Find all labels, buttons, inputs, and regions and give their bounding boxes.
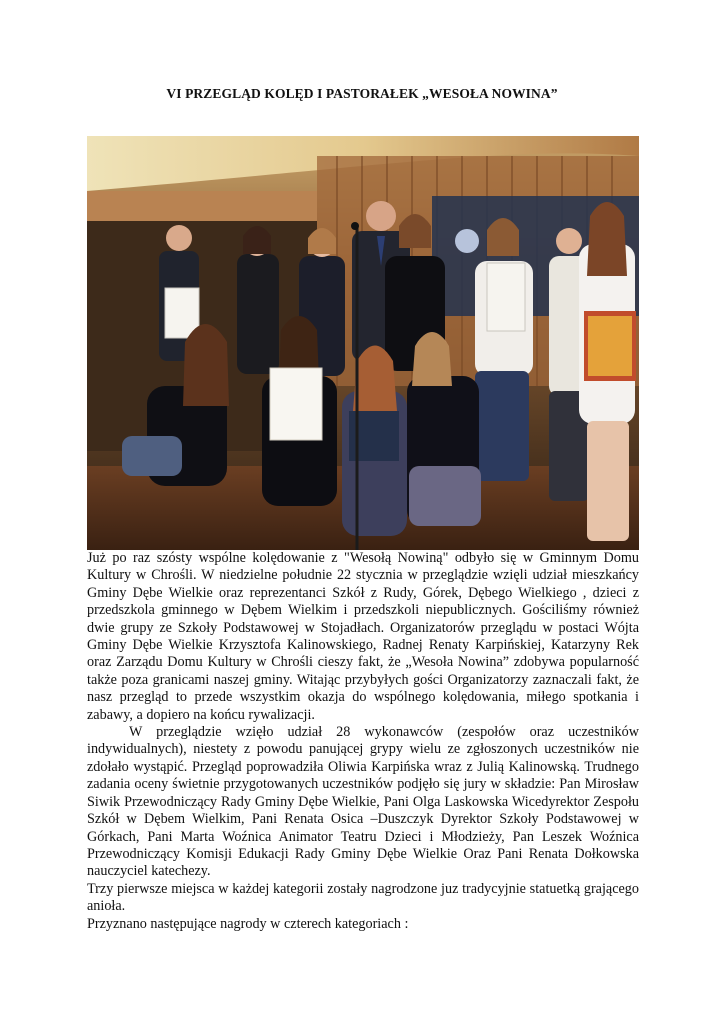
paragraph: Już po raz szósty wspólne kolędowanie z "Wesołą Nowiną" odbyło się w Gminnym Domu Kultury w Chrośli. W niedzielne południe 22 stycznia w przeglądzie wzięli udział mieszkańcy Gminy Dębe Wielkie oraz reprezentanci Szkół z Rudy, Górek, Dębego Wielkiego , dzieci z przedszkola gminnego w Dębem Wielkim i przedszkoli niepublicznych. Gościliśmy również dwie grupy ze Szkoły Podstawowej w Stojadłach. Organizatorów przeglądu w postaci Wójta Gminy Dębe Wielkie Krzysztofa Kalinowskiego, Radnej Renaty Karpińskiej, Katarzyny Rek oraz Zarządu Domu Kultury w Chrośli cieszy fakt, że „Wesoła Nowina” zdobywa popularność także poza granicami naszej gminy. Witając przybyłych gości Organizatorzy zaznaczali fakt, że nasz przegląd to przede wszystkim okazja do wspólnego kolędowania, miłego spotkania i zabawy, a dopiero na końcu rywalizacji. [87, 550, 639, 723]
paragraph: Trzy pierwsze miejsca w każdej kategorii zostały nagrodzone juz tradycyjnie statuetką grającego anioła. [87, 880, 639, 915]
paragraph: W przeglądzie wzięło udział 28 wykonawców (zespołów oraz uczestników indywidualnych), niestety z powodu panującej grypy wielu ze zgłoszonych uczestników nie zdołało wystąpić. Przegląd poprowadziła Oliwia Karpińska wraz z Julią Kalinowską. Trudnego zadania oceny świetnie przygotowanych uczestników podjęło się jury w składzie: Pan Mirosław Siwik Przewodniczący Rady Gminy Dębe Wielkie, Pani Olga Laskowska Wicedyrektor Zespołu Szkół w Dębem Wielkim, Pani Renata Osica –Duszczyk Dyrektor Szkoły Podstawowej w Górkach, Pani Marta Woźnica Animator Teatru Dzieci i Młodzieży, Pan Leszek Woźnica Przewodniczący Komisji Edukacji Rady Gminy Dębe Wielkie Oraz Pani Renata Dołkowska nauczyciel katechezy. [87, 724, 639, 880]
group-photo-illustration [87, 136, 639, 550]
group-photo [87, 136, 639, 550]
document-title: VI PRZEGLĄD KOLĘD I PASTORAŁEK „WESOŁA NOWINA” [166, 86, 558, 101]
article-body [87, 550, 639, 933]
paragraph: Przyznano następujące nagrody w czterech kategoriach : [87, 915, 409, 932]
